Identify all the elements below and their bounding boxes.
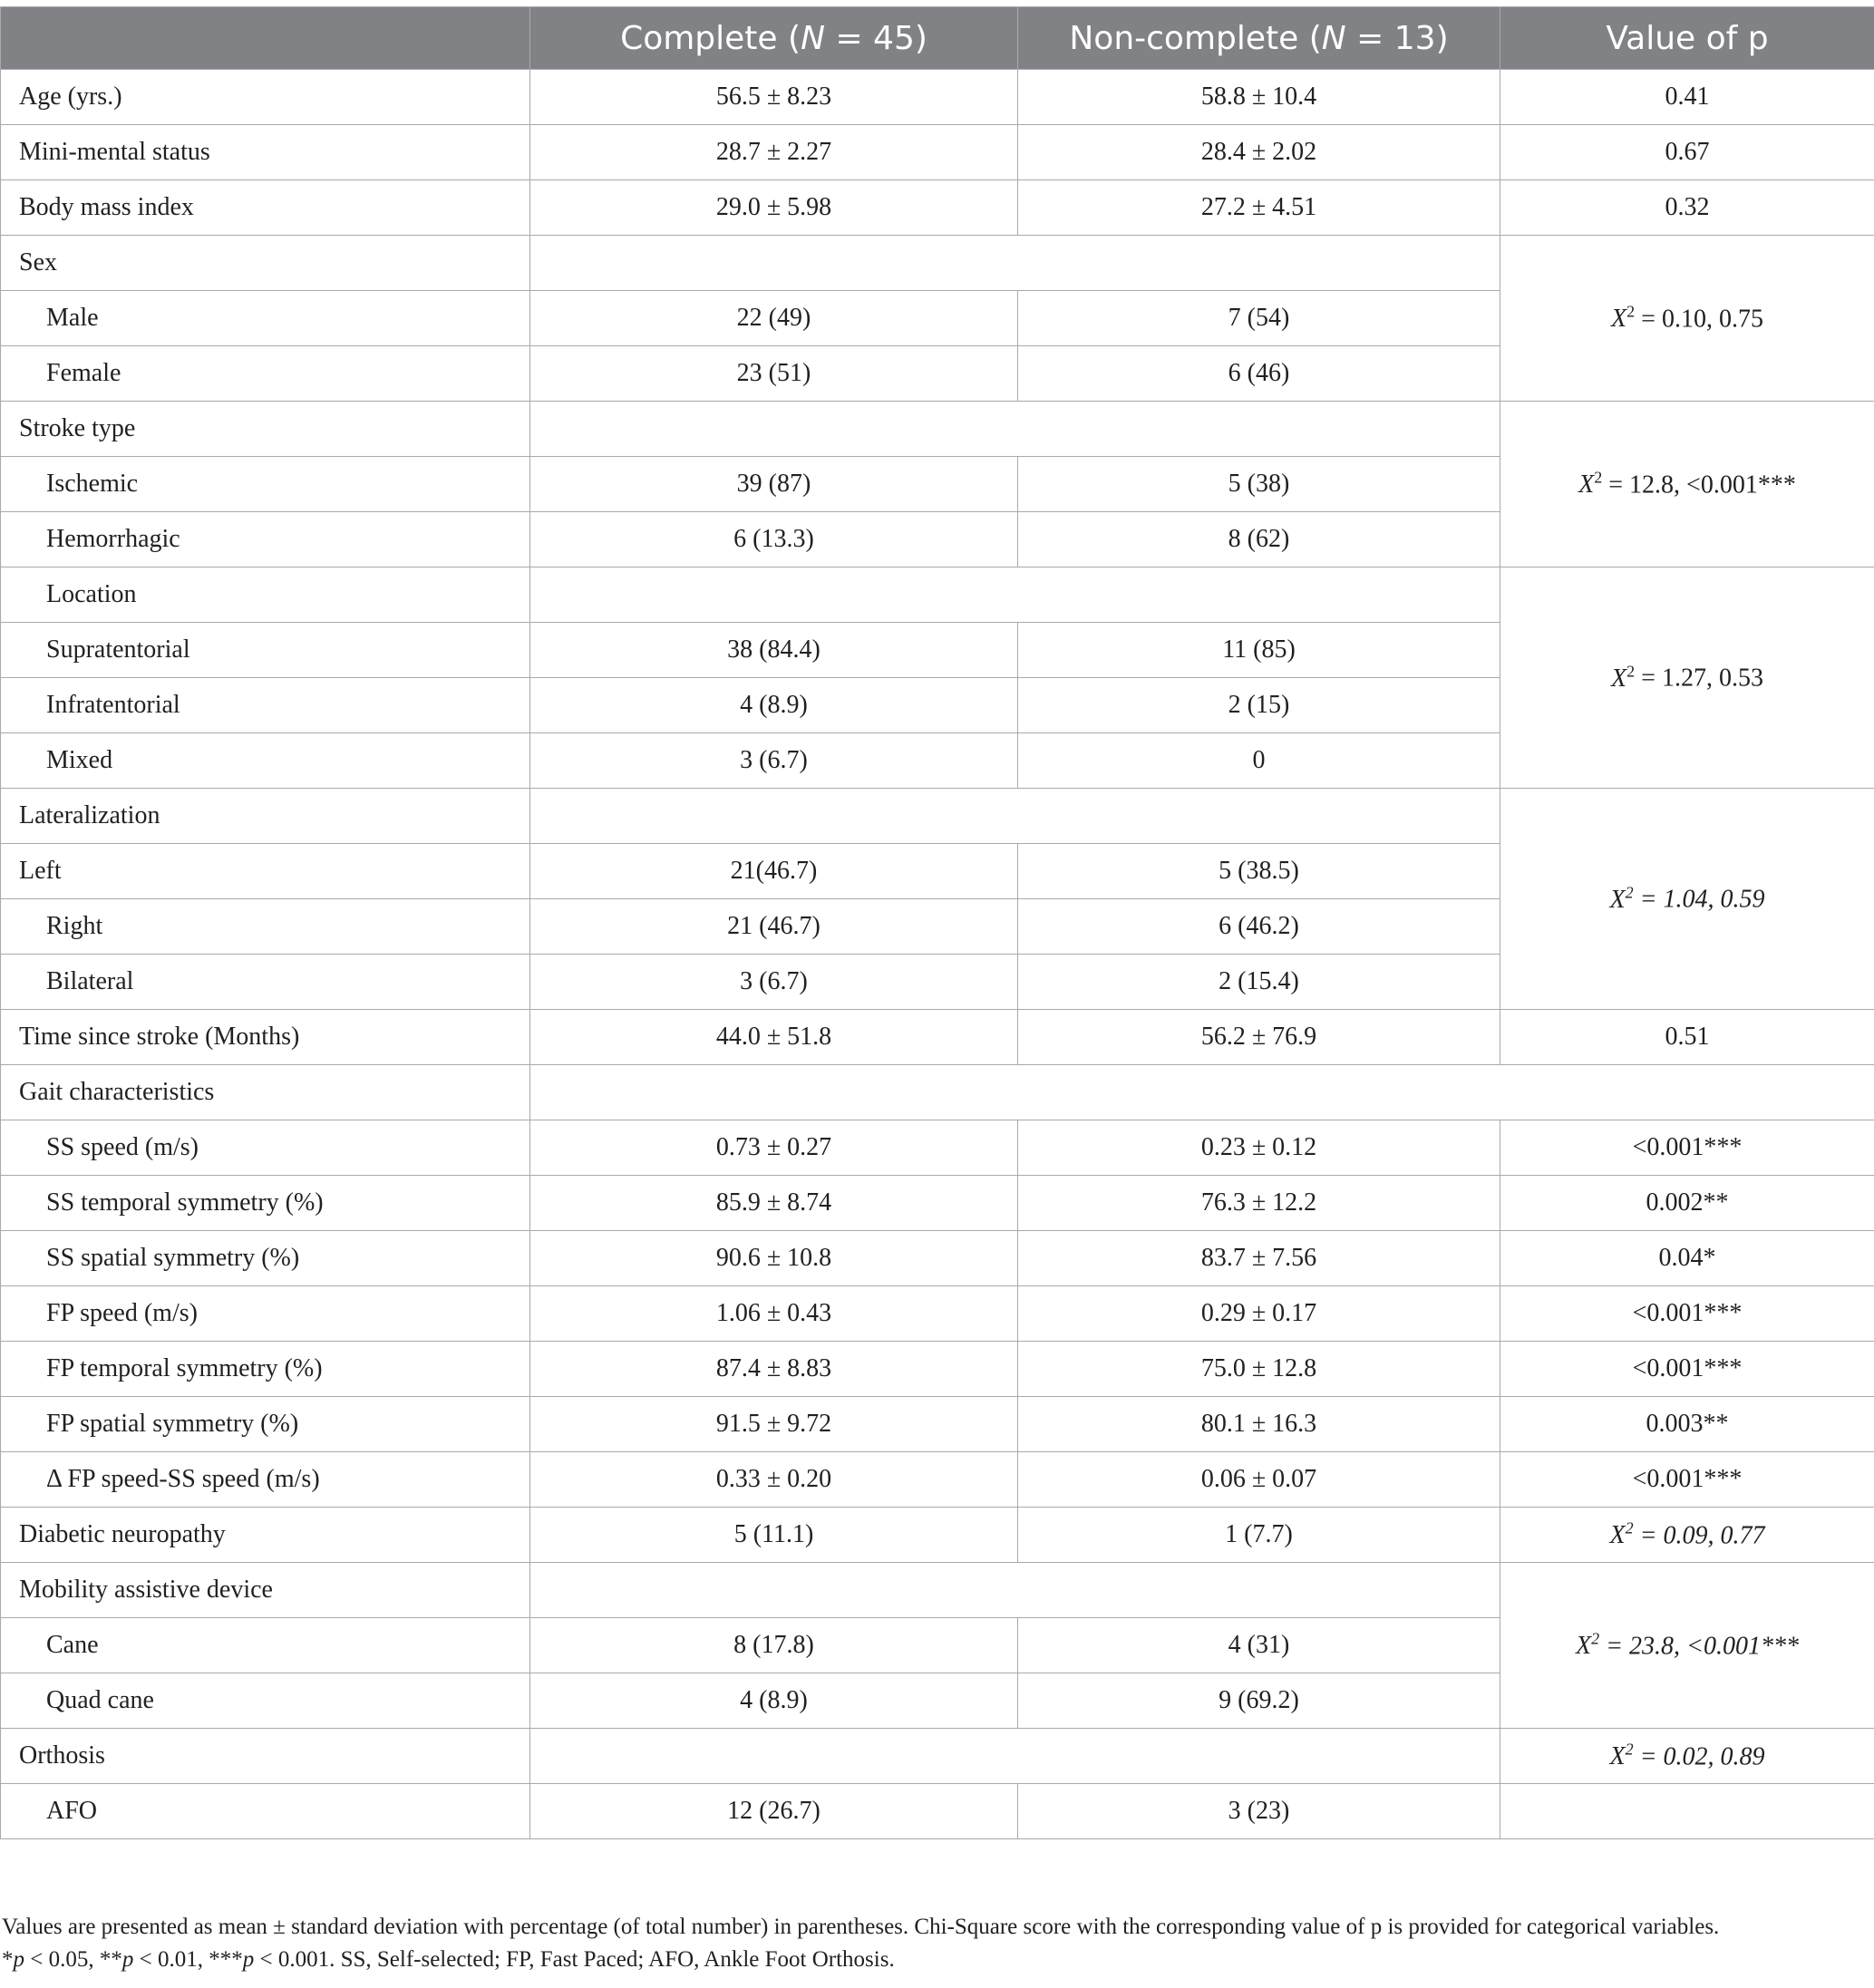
- row-label: Body mass index: [1, 180, 530, 236]
- table-body: [1, 70, 1874, 1839]
- footnote-line-2: *p < 0.05, **p < 0.01, ***p < 0.001. SS, Self-selected; FP, Fast Paced; AFO, Ankle Foot Orthosis.: [2, 1947, 895, 1972]
- cell-p-value: 0.67: [1500, 125, 1874, 180]
- chi-square-symbol: $X^2$: [1609, 1518, 1634, 1550]
- cell-non-complete: 9 (69.2): [1018, 1673, 1500, 1729]
- row-empty-span: [530, 236, 1500, 291]
- table-row: [1, 1563, 1874, 1618]
- row-label: Left: [1, 844, 530, 899]
- cell-non-complete: 0.23 ± 0.12: [1018, 1120, 1500, 1176]
- cell-p-value: 0.32: [1500, 180, 1874, 236]
- table-row: [1, 70, 1874, 125]
- header-variable: [1, 7, 530, 70]
- cell-p-value: $X^2 = 0.02$, 0.89: [1500, 1729, 1874, 1784]
- cell-non-complete: 76.3 ± 12.2: [1018, 1176, 1500, 1231]
- table-row: [1, 1120, 1874, 1176]
- cell-p-value: <0.001***: [1500, 1120, 1874, 1176]
- row-label: SS spatial symmetry (%): [1, 1231, 530, 1286]
- row-label: Gait characteristics: [1, 1065, 530, 1120]
- table-row: [1, 402, 1874, 457]
- cell-non-complete: 83.7 ± 7.56: [1018, 1231, 1500, 1286]
- row-empty-span: [530, 402, 1500, 457]
- cell-complete: 0.33 ± 0.20: [530, 1452, 1018, 1508]
- characteristics-table: [0, 6, 1874, 1839]
- cell-p-value: 0.41: [1500, 70, 1874, 125]
- cell-p-value: $X^2 = 0.09$, 0.77: [1500, 1508, 1874, 1563]
- cell-non-complete: 58.8 ± 10.4: [1018, 70, 1500, 125]
- cell-non-complete: 2 (15): [1018, 678, 1500, 733]
- row-label: Mini-mental status: [1, 125, 530, 180]
- row-label: Cane: [1, 1618, 530, 1673]
- cell-non-complete: 5 (38): [1018, 457, 1500, 512]
- row-label: Infratentorial: [1, 678, 530, 733]
- row-label: Time since stroke (Months): [1, 1010, 530, 1065]
- cell-non-complete: 27.2 ± 4.51: [1018, 180, 1500, 236]
- cell-complete: 6 (13.3): [530, 512, 1018, 567]
- cell-p-value: 0.003**: [1500, 1397, 1874, 1452]
- row-label: SS temporal symmetry (%): [1, 1176, 530, 1231]
- row-label: Orthosis: [1, 1729, 530, 1784]
- cell-complete: 21 (46.7): [530, 899, 1018, 955]
- cell-non-complete: 5 (38.5): [1018, 844, 1500, 899]
- row-label: Quad cane: [1, 1673, 530, 1729]
- row-empty-span: [530, 1563, 1500, 1618]
- table-row: [1, 236, 1874, 291]
- cell-complete: 0.73 ± 0.27: [530, 1120, 1018, 1176]
- characteristics-table-container: [0, 6, 1874, 1839]
- row-label: SS speed (m/s): [1, 1120, 530, 1176]
- row-label: Δ FP speed-SS speed (m/s): [1, 1452, 530, 1508]
- chi-square-symbol: $X^2$: [1576, 1629, 1600, 1661]
- cell-non-complete: 80.1 ± 16.3: [1018, 1397, 1500, 1452]
- row-label: Supratentorial: [1, 623, 530, 678]
- cell-non-complete: 6 (46): [1018, 346, 1500, 402]
- row-label: Male: [1, 291, 530, 346]
- cell-non-complete: 1 (7.7): [1018, 1508, 1500, 1563]
- cell-complete: 4 (8.9): [530, 678, 1018, 733]
- table-row: [1, 1342, 1874, 1397]
- row-empty-span: [530, 1729, 1500, 1784]
- row-label: Lateralization: [1, 789, 530, 844]
- header-non-complete: Non-complete (N = 13): [1018, 7, 1500, 70]
- row-label: Diabetic neuropathy: [1, 1508, 530, 1563]
- table-row: [1, 1784, 1874, 1839]
- footnote-line-1: Values are presented as mean ± standard deviation with percentage (of total number) in parentheses. Chi-Square score with the corresponding value of p is provided for categorical variables.: [2, 1915, 1720, 1939]
- cell-complete: 21(46.7): [530, 844, 1018, 899]
- table-row: [1, 1508, 1874, 1563]
- chi-square-symbol: $X^2$: [1609, 1740, 1634, 1771]
- cell-p-value: [1500, 1784, 1874, 1839]
- row-label: Hemorrhagic: [1, 512, 530, 567]
- cell-complete: 38 (84.4): [530, 623, 1018, 678]
- chi-square-symbol: $X^2$: [1611, 302, 1636, 334]
- row-label: Mixed: [1, 733, 530, 789]
- table-header-row: [1, 7, 1874, 70]
- cell-p-value: 0.04*: [1500, 1231, 1874, 1286]
- cell-p-value: $X^2 = 12.8$, <0.001***: [1500, 402, 1874, 567]
- cell-complete: 28.7 ± 2.27: [530, 125, 1018, 180]
- row-empty-span: [530, 789, 1500, 844]
- cell-complete: 85.9 ± 8.74: [530, 1176, 1018, 1231]
- cell-p-value: <0.001***: [1500, 1286, 1874, 1342]
- row-label: Age (yrs.): [1, 70, 530, 125]
- table-row: [1, 1231, 1874, 1286]
- row-label: Mobility assistive device: [1, 1563, 530, 1618]
- cell-complete: 91.5 ± 9.72: [530, 1397, 1018, 1452]
- chi-square-symbol: $X^2$: [1578, 468, 1603, 499]
- cell-non-complete: 28.4 ± 2.02: [1018, 125, 1500, 180]
- chi-square-symbol: $X^2$: [1611, 662, 1636, 693]
- cell-complete: 29.0 ± 5.98: [530, 180, 1018, 236]
- table-footnote: [2, 1911, 1869, 1976]
- cell-non-complete: 8 (62): [1018, 512, 1500, 567]
- row-label: FP spatial symmetry (%): [1, 1397, 530, 1452]
- cell-complete: 39 (87): [530, 457, 1018, 512]
- row-empty-span: [530, 1065, 1874, 1120]
- cell-complete: 5 (11.1): [530, 1508, 1018, 1563]
- cell-complete: 44.0 ± 51.8: [530, 1010, 1018, 1065]
- cell-complete: 4 (8.9): [530, 1673, 1018, 1729]
- row-label: Sex: [1, 236, 530, 291]
- cell-complete: 87.4 ± 8.83: [530, 1342, 1018, 1397]
- cell-complete: 23 (51): [530, 346, 1018, 402]
- cell-non-complete: 0.29 ± 0.17: [1018, 1286, 1500, 1342]
- cell-non-complete: 11 (85): [1018, 623, 1500, 678]
- cell-complete: 56.5 ± 8.23: [530, 70, 1018, 125]
- row-label: Female: [1, 346, 530, 402]
- row-label: Stroke type: [1, 402, 530, 457]
- row-empty-span: [530, 567, 1500, 623]
- header-complete: Complete (N = 45): [530, 7, 1018, 70]
- cell-p-value: 0.51: [1500, 1010, 1874, 1065]
- cell-p-value: 0.002**: [1500, 1176, 1874, 1231]
- cell-complete: 1.06 ± 0.43: [530, 1286, 1018, 1342]
- row-label: Location: [1, 567, 530, 623]
- cell-non-complete: 4 (31): [1018, 1618, 1500, 1673]
- row-label: Bilateral: [1, 955, 530, 1010]
- cell-p-value: <0.001***: [1500, 1452, 1874, 1508]
- row-label: FP temporal symmetry (%): [1, 1342, 530, 1397]
- table-row: [1, 567, 1874, 623]
- cell-non-complete: 75.0 ± 12.8: [1018, 1342, 1500, 1397]
- cell-complete: 8 (17.8): [530, 1618, 1018, 1673]
- cell-non-complete: 56.2 ± 76.9: [1018, 1010, 1500, 1065]
- cell-p-value: $X^2 = 1.27$, 0.53: [1500, 567, 1874, 789]
- row-label: Ischemic: [1, 457, 530, 512]
- cell-p-value: $X^2 = 1.04$, 0.59: [1500, 789, 1874, 1010]
- table-row: [1, 1452, 1874, 1508]
- table-row: [1, 1065, 1874, 1120]
- table-row: [1, 1729, 1874, 1784]
- cell-non-complete: 6 (46.2): [1018, 899, 1500, 955]
- cell-complete: 12 (26.7): [530, 1784, 1018, 1839]
- cell-complete: 22 (49): [530, 291, 1018, 346]
- cell-non-complete: 3 (23): [1018, 1784, 1500, 1839]
- cell-p-value: $X^2 = 0.10$, 0.75: [1500, 236, 1874, 402]
- cell-p-value: $X^2 = 23.8$, <0.001***: [1500, 1563, 1874, 1729]
- cell-non-complete: 2 (15.4): [1018, 955, 1500, 1010]
- row-label: AFO: [1, 1784, 530, 1839]
- cell-complete: 3 (6.7): [530, 955, 1018, 1010]
- table-row: [1, 1010, 1874, 1065]
- table-row: [1, 1397, 1874, 1452]
- cell-non-complete: 0.06 ± 0.07: [1018, 1452, 1500, 1508]
- cell-non-complete: 0: [1018, 733, 1500, 789]
- row-label: FP speed (m/s): [1, 1286, 530, 1342]
- cell-complete: 90.6 ± 10.8: [530, 1231, 1018, 1286]
- table-row: [1, 1286, 1874, 1342]
- cell-p-value: <0.001***: [1500, 1342, 1874, 1397]
- chi-square-symbol: $X^2$: [1609, 883, 1634, 914]
- table-row: [1, 789, 1874, 844]
- row-label: Right: [1, 899, 530, 955]
- cell-complete: 3 (6.7): [530, 733, 1018, 789]
- table-row: [1, 1176, 1874, 1231]
- header-p-value: Value of p: [1500, 7, 1874, 70]
- cell-non-complete: 7 (54): [1018, 291, 1500, 346]
- table-row: [1, 180, 1874, 236]
- table-row: [1, 125, 1874, 180]
